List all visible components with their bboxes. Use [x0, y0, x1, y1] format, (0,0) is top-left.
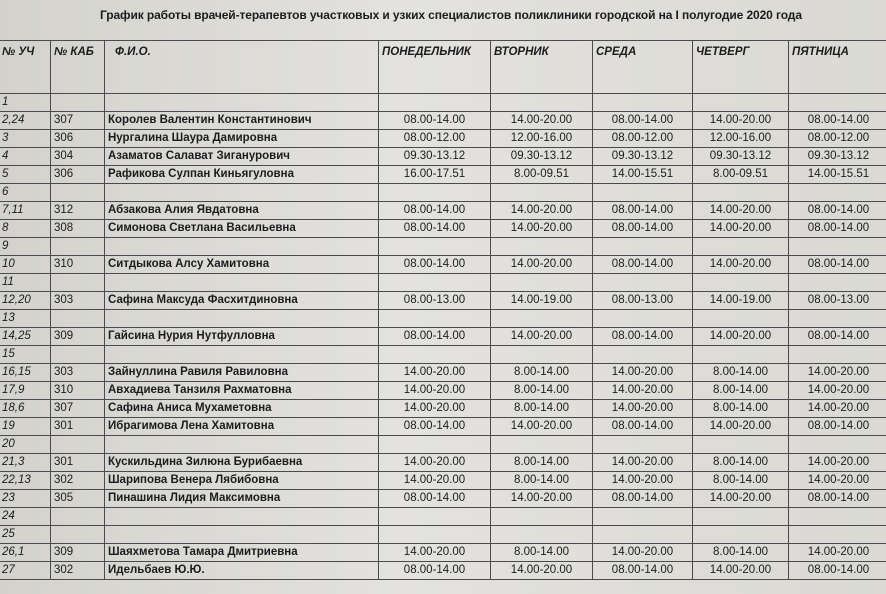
table-row: [0, 562, 886, 580]
cell-fio: [105, 310, 379, 328]
table-row: [0, 238, 886, 256]
cell-uch: 8: [0, 220, 51, 238]
cell-fio: Шаяхметова Тамара Дмитриевна: [105, 544, 379, 562]
cell-fio: [105, 526, 379, 544]
cell-uch: 20: [0, 436, 51, 454]
table-row: [0, 508, 886, 526]
cell-tuesday: [491, 526, 593, 544]
cell-thursday: [693, 508, 789, 526]
cell-wednesday: [593, 436, 693, 454]
cell-friday: 08.00-12.00: [789, 130, 886, 148]
cell-kab: 302: [51, 472, 105, 490]
cell-kab: 309: [51, 328, 105, 346]
cell-monday: 14.00-20.00: [379, 364, 491, 382]
cell-friday: 14.00-20.00: [789, 400, 886, 418]
cell-fio: [105, 274, 379, 292]
cell-wednesday: 08.00-14.00: [593, 256, 693, 274]
cell-uch: 19: [0, 418, 51, 436]
cell-wednesday: 14.00-20.00: [593, 364, 693, 382]
cell-uch: 26,1: [0, 544, 51, 562]
cell-uch: 16,15: [0, 364, 51, 382]
cell-kab: [51, 346, 105, 364]
cell-kab: 303: [51, 292, 105, 310]
cell-uch: 10: [0, 256, 51, 274]
cell-friday: 08.00-14.00: [789, 418, 886, 436]
cell-fio: Ибрагимова Лена Хамитовна: [105, 418, 379, 436]
cell-uch: 22,13: [0, 472, 51, 490]
cell-uch: 15: [0, 346, 51, 364]
cell-tuesday: [491, 274, 593, 292]
cell-tuesday: 8.00-14.00: [491, 364, 593, 382]
cell-tuesday: 8.00-14.00: [491, 472, 593, 490]
cell-wednesday: 08.00-14.00: [593, 562, 693, 580]
cell-kab: [51, 238, 105, 256]
cell-wednesday: 08.00-14.00: [593, 220, 693, 238]
cell-kab: 308: [51, 220, 105, 238]
cell-friday: 08.00-14.00: [789, 328, 886, 346]
cell-monday: [379, 310, 491, 328]
cell-monday: [379, 508, 491, 526]
table-row: [0, 418, 886, 436]
cell-uch: 14,25: [0, 328, 51, 346]
table-row: [0, 490, 886, 508]
cell-uch: 25: [0, 526, 51, 544]
header-monday: ПОНЕДЕЛЬНИК: [379, 41, 491, 94]
header-fio: Ф.И.О.: [105, 41, 379, 94]
cell-uch: 1: [0, 94, 51, 112]
cell-friday: [789, 436, 886, 454]
cell-kab: 307: [51, 112, 105, 130]
cell-monday: [379, 184, 491, 202]
cell-fio: Симонова Светлана Васильевна: [105, 220, 379, 238]
cell-fio: Абзакова Алия Явдатовна: [105, 202, 379, 220]
cell-friday: 14.00-20.00: [789, 472, 886, 490]
cell-wednesday: 08.00-13.00: [593, 292, 693, 310]
cell-wednesday: 14.00-20.00: [593, 382, 693, 400]
cell-monday: 14.00-20.00: [379, 454, 491, 472]
cell-kab: [51, 436, 105, 454]
cell-tuesday: [491, 184, 593, 202]
cell-thursday: [693, 526, 789, 544]
cell-kab: [51, 310, 105, 328]
cell-uch: 21,3: [0, 454, 51, 472]
cell-fio: [105, 94, 379, 112]
cell-thursday: 14.00-20.00: [693, 490, 789, 508]
cell-tuesday: 14.00-20.00: [491, 256, 593, 274]
cell-friday: 14.00-20.00: [789, 364, 886, 382]
cell-wednesday: 08.00-14.00: [593, 328, 693, 346]
cell-wednesday: [593, 94, 693, 112]
cell-tuesday: [491, 310, 593, 328]
cell-tuesday: 14.00-20.00: [491, 562, 593, 580]
header-thursday: ЧЕТВЕРГ: [693, 41, 789, 94]
cell-wednesday: 14.00-20.00: [593, 544, 693, 562]
cell-monday: [379, 436, 491, 454]
table-row: [0, 184, 886, 202]
cell-uch: 18,6: [0, 400, 51, 418]
cell-thursday: 14.00-19.00: [693, 292, 789, 310]
cell-monday: 08.00-14.00: [379, 112, 491, 130]
cell-kab: 304: [51, 148, 105, 166]
cell-friday: [789, 184, 886, 202]
cell-monday: 08.00-14.00: [379, 202, 491, 220]
cell-uch: 23: [0, 490, 51, 508]
cell-kab: [51, 508, 105, 526]
cell-fio: Авхадиева Танзиля Рахматовна: [105, 382, 379, 400]
cell-friday: 08.00-14.00: [789, 220, 886, 238]
cell-friday: 14.00-20.00: [789, 382, 886, 400]
cell-wednesday: 08.00-12.00: [593, 130, 693, 148]
cell-uch: 3: [0, 130, 51, 148]
cell-wednesday: 14.00-20.00: [593, 472, 693, 490]
cell-wednesday: 08.00-14.00: [593, 202, 693, 220]
table-row: [0, 130, 886, 148]
cell-friday: 14.00-20.00: [789, 544, 886, 562]
table-row: [0, 220, 886, 238]
cell-tuesday: 8.00-09.51: [491, 166, 593, 184]
table-row: [0, 436, 886, 454]
cell-friday: [789, 94, 886, 112]
cell-monday: 08.00-13.00: [379, 292, 491, 310]
table-row: [0, 400, 886, 418]
table-row: [0, 526, 886, 544]
cell-thursday: 14.00-20.00: [693, 418, 789, 436]
cell-monday: 14.00-20.00: [379, 382, 491, 400]
table-row: [0, 454, 886, 472]
cell-fio: [105, 238, 379, 256]
cell-tuesday: [491, 94, 593, 112]
cell-wednesday: [593, 238, 693, 256]
table-row: [0, 310, 886, 328]
cell-thursday: 14.00-20.00: [693, 562, 789, 580]
cell-uch: 6: [0, 184, 51, 202]
cell-wednesday: 14.00-20.00: [593, 400, 693, 418]
cell-fio: Сафина Максуда Фасхитдиновна: [105, 292, 379, 310]
cell-uch: 13: [0, 310, 51, 328]
cell-friday: 08.00-14.00: [789, 490, 886, 508]
cell-friday: 14.00-15.51: [789, 166, 886, 184]
cell-friday: [789, 526, 886, 544]
cell-kab: 307: [51, 400, 105, 418]
table-row: [0, 364, 886, 382]
table-row: [0, 346, 886, 364]
cell-kab: 301: [51, 454, 105, 472]
cell-wednesday: [593, 274, 693, 292]
cell-tuesday: 8.00-14.00: [491, 544, 593, 562]
table-row: [0, 256, 886, 274]
cell-thursday: 14.00-20.00: [693, 328, 789, 346]
cell-uch: 17,9: [0, 382, 51, 400]
cell-fio: Нургалина Шаура Дамировна: [105, 130, 379, 148]
cell-monday: [379, 238, 491, 256]
cell-kab: 302: [51, 562, 105, 580]
cell-friday: 09.30-13.12: [789, 148, 886, 166]
cell-tuesday: 12.00-16.00: [491, 130, 593, 148]
cell-monday: 08.00-14.00: [379, 220, 491, 238]
cell-monday: 14.00-20.00: [379, 544, 491, 562]
cell-thursday: 14.00-20.00: [693, 112, 789, 130]
table-row: [0, 112, 886, 130]
cell-monday: 08.00-14.00: [379, 562, 491, 580]
cell-monday: 14.00-20.00: [379, 400, 491, 418]
cell-fio: [105, 508, 379, 526]
table-row: [0, 472, 886, 490]
cell-tuesday: 14.00-20.00: [491, 220, 593, 238]
cell-kab: 310: [51, 256, 105, 274]
cell-monday: 08.00-14.00: [379, 418, 491, 436]
cell-monday: 09.30-13.12: [379, 148, 491, 166]
cell-thursday: [693, 310, 789, 328]
cell-thursday: 8.00-14.00: [693, 382, 789, 400]
header-tuesday: ВТОРНИК: [491, 41, 593, 94]
cell-friday: [789, 238, 886, 256]
cell-uch: 9: [0, 238, 51, 256]
cell-kab: 309: [51, 544, 105, 562]
cell-thursday: 12.00-16.00: [693, 130, 789, 148]
cell-wednesday: 14.00-20.00: [593, 454, 693, 472]
cell-fio: Сафина Аниса Мухаметовна: [105, 400, 379, 418]
cell-friday: [789, 310, 886, 328]
cell-uch: 4: [0, 148, 51, 166]
cell-thursday: [693, 238, 789, 256]
cell-friday: 14.00-20.00: [789, 454, 886, 472]
document-title: График работы врачей-терапевтов участковых и узких специалистов поликлиники городской на I полугодие 2020 года: [100, 8, 802, 22]
cell-friday: 08.00-14.00: [789, 112, 886, 130]
cell-kab: [51, 184, 105, 202]
cell-thursday: 09.30-13.12: [693, 148, 789, 166]
cell-fio: [105, 436, 379, 454]
cell-uch: 2,24: [0, 112, 51, 130]
cell-uch: 24: [0, 508, 51, 526]
table-row: [0, 166, 886, 184]
cell-thursday: 8.00-14.00: [693, 472, 789, 490]
cell-tuesday: 14.00-20.00: [491, 112, 593, 130]
table-row: [0, 274, 886, 292]
cell-tuesday: 14.00-20.00: [491, 418, 593, 436]
cell-uch: 12,20: [0, 292, 51, 310]
cell-wednesday: [593, 310, 693, 328]
cell-thursday: 14.00-20.00: [693, 256, 789, 274]
cell-monday: [379, 94, 491, 112]
header-kab: № КАБ: [51, 41, 105, 94]
cell-monday: [379, 526, 491, 544]
cell-monday: [379, 346, 491, 364]
cell-uch: 11: [0, 274, 51, 292]
cell-friday: 08.00-14.00: [789, 256, 886, 274]
cell-thursday: 8.00-14.00: [693, 544, 789, 562]
cell-fio: Шарипова Венера Лябибовна: [105, 472, 379, 490]
cell-wednesday: 08.00-14.00: [593, 418, 693, 436]
cell-thursday: 14.00-20.00: [693, 220, 789, 238]
cell-kab: [51, 526, 105, 544]
table-row: [0, 292, 886, 310]
cell-thursday: [693, 94, 789, 112]
cell-kab: [51, 94, 105, 112]
cell-fio: Королев Валентин Константинович: [105, 112, 379, 130]
cell-fio: Зайнуллина Равиля Равиловна: [105, 364, 379, 382]
table-row: [0, 382, 886, 400]
cell-kab: 301: [51, 418, 105, 436]
cell-friday: [789, 274, 886, 292]
cell-thursday: 8.00-09.51: [693, 166, 789, 184]
cell-wednesday: [593, 184, 693, 202]
cell-fio: [105, 346, 379, 364]
cell-uch: 5: [0, 166, 51, 184]
cell-fio: Азаматов Салават Зиганурович: [105, 148, 379, 166]
cell-tuesday: [491, 238, 593, 256]
cell-wednesday: 08.00-14.00: [593, 112, 693, 130]
cell-friday: 08.00-13.00: [789, 292, 886, 310]
cell-friday: 08.00-14.00: [789, 202, 886, 220]
cell-fio: [105, 184, 379, 202]
cell-monday: [379, 274, 491, 292]
cell-tuesday: 09.30-13.12: [491, 148, 593, 166]
cell-tuesday: 14.00-20.00: [491, 202, 593, 220]
cell-friday: [789, 346, 886, 364]
cell-friday: [789, 508, 886, 526]
cell-fio: Кускильдина Зилюна Бурибаевна: [105, 454, 379, 472]
cell-monday: 08.00-14.00: [379, 490, 491, 508]
cell-thursday: 8.00-14.00: [693, 454, 789, 472]
cell-wednesday: 08.00-14.00: [593, 490, 693, 508]
cell-tuesday: 8.00-14.00: [491, 454, 593, 472]
cell-tuesday: [491, 436, 593, 454]
cell-uch: 7,11: [0, 202, 51, 220]
cell-kab: 305: [51, 490, 105, 508]
cell-fio: Идельбаев Ю.Ю.: [105, 562, 379, 580]
table-row: [0, 94, 886, 112]
cell-friday: 08.00-14.00: [789, 562, 886, 580]
cell-thursday: 8.00-14.00: [693, 400, 789, 418]
cell-tuesday: [491, 508, 593, 526]
cell-fio: Рафикова Сулпан Киньягуловна: [105, 166, 379, 184]
cell-monday: 08.00-14.00: [379, 328, 491, 346]
cell-monday: 16.00-17.51: [379, 166, 491, 184]
cell-tuesday: [491, 346, 593, 364]
table-header-row: [0, 41, 886, 94]
cell-tuesday: 14.00-20.00: [491, 490, 593, 508]
table-row: [0, 544, 886, 562]
cell-wednesday: [593, 346, 693, 364]
cell-thursday: 8.00-14.00: [693, 364, 789, 382]
cell-uch: 27: [0, 562, 51, 580]
cell-tuesday: 8.00-14.00: [491, 400, 593, 418]
table-row: [0, 328, 886, 346]
header-uch: № УЧ: [0, 41, 51, 94]
cell-tuesday: 8.00-14.00: [491, 382, 593, 400]
cell-kab: 306: [51, 130, 105, 148]
cell-kab: 310: [51, 382, 105, 400]
cell-wednesday: 14.00-15.51: [593, 166, 693, 184]
cell-tuesday: 14.00-20.00: [491, 328, 593, 346]
cell-kab: 312: [51, 202, 105, 220]
cell-fio: Ситдыкова Алсу Хамитовна: [105, 256, 379, 274]
cell-wednesday: [593, 508, 693, 526]
cell-fio: Гайсина Нурия Нутфулловна: [105, 328, 379, 346]
cell-fio: Пинашина Лидия Максимовна: [105, 490, 379, 508]
cell-thursday: [693, 274, 789, 292]
cell-tuesday: 14.00-19.00: [491, 292, 593, 310]
cell-wednesday: [593, 526, 693, 544]
cell-kab: 306: [51, 166, 105, 184]
cell-kab: [51, 274, 105, 292]
schedule-table: [0, 40, 886, 580]
cell-kab: 303: [51, 364, 105, 382]
cell-monday: 08.00-14.00: [379, 256, 491, 274]
cell-wednesday: 09.30-13.12: [593, 148, 693, 166]
table-row: [0, 148, 886, 166]
header-friday: ПЯТНИЦА: [789, 41, 886, 94]
cell-monday: 08.00-12.00: [379, 130, 491, 148]
cell-thursday: [693, 346, 789, 364]
cell-thursday: [693, 436, 789, 454]
table-row: [0, 202, 886, 220]
cell-thursday: 14.00-20.00: [693, 202, 789, 220]
cell-thursday: [693, 184, 789, 202]
header-wednesday: СРЕДА: [593, 41, 693, 94]
cell-monday: 14.00-20.00: [379, 472, 491, 490]
